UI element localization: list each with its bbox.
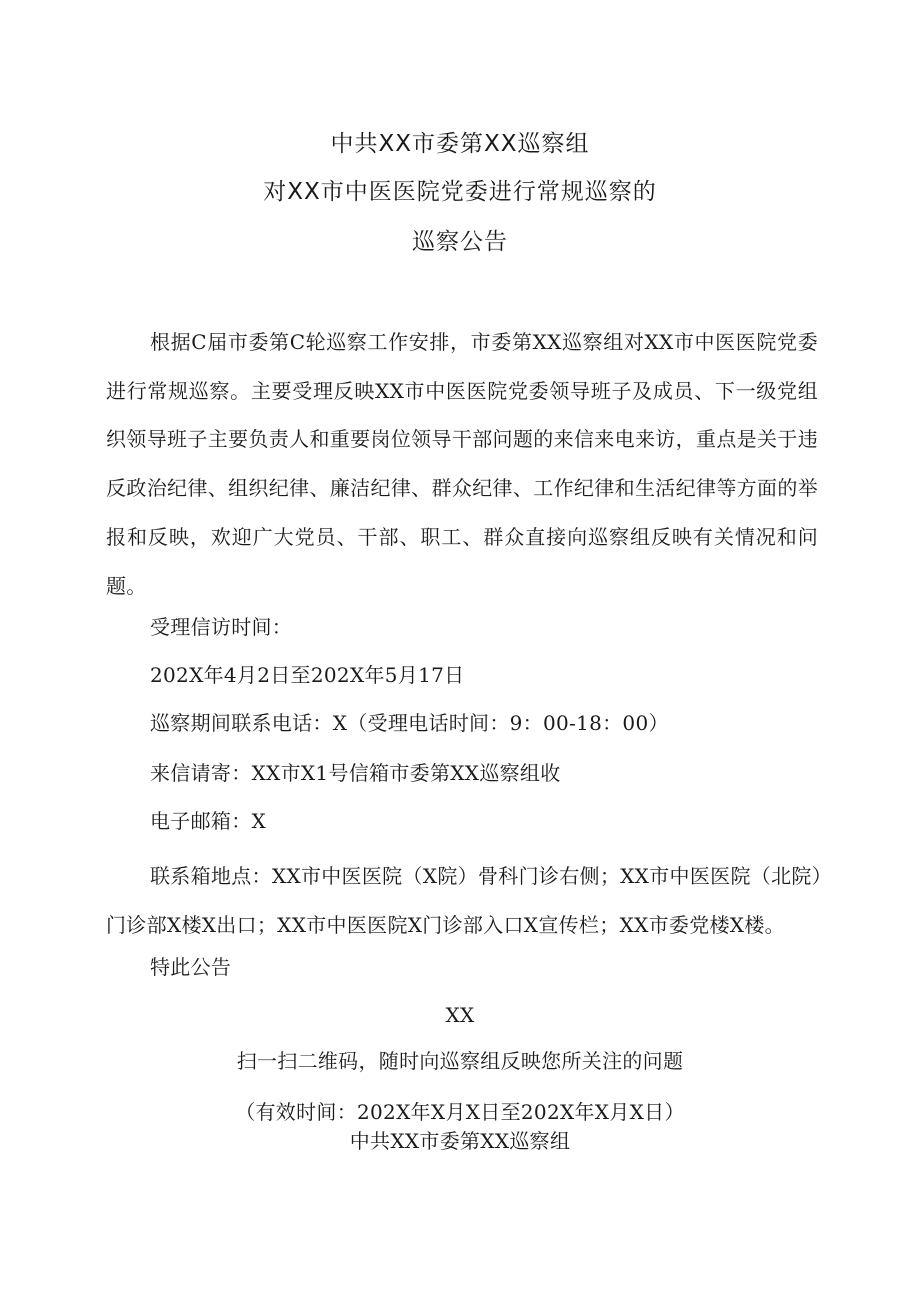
placeholder-xx: XX: [445, 1003, 475, 1027]
mail-address: 来信请寄：XX市X1号信箱市委第XX巡察组收: [150, 761, 561, 785]
mailbox-locations: 联系箱地点：XX市中医医院（X院）骨科门诊右侧；XX市中医医院（北院）门诊部X楼X出口；XX市中医医院X门诊部入口X宣传栏；XX市委党楼X楼。: [106, 864, 822, 937]
reception-time-label: 受理信访时间：: [150, 615, 293, 639]
validity-period: （有效时间：202X年X月X日至202X年X月X日）: [235, 1100, 685, 1124]
qr-scan-instruction: 扫一扫二维码，随时向巡察组反映您所关注的问题: [236, 1049, 684, 1073]
announcement-paragraph: 根据C届市委第C轮巡察工作安排，市委第XX巡察组对XX市中医医院党委进行常规巡察。主要受理反映XX市中医医院党委领导班子及成员、下一级党组织领导班子主要负责人和重要岗位领导干部问题的来信来电来访，重点是关于违反政治纪律、组织纪律、廉洁纪律、群众纪律、工作纪律和生活纪律等方面的举报和反映，欢迎广大党员、干部、职工、群众直接向巡察组反映有关情况和问题。: [106, 330, 818, 598]
title-line-2: 对XX市中医医院党委进行常规巡察的: [263, 179, 657, 205]
notice-closing: 特此公告: [150, 955, 232, 979]
reception-time-range: 202X年4月2日至202X年5月17日: [150, 663, 465, 687]
issuer-signature: 中共XX市委第XX巡察组: [349, 1129, 571, 1153]
email-address: 电子邮箱：X: [150, 809, 267, 833]
title-line-3: 巡察公告: [412, 229, 508, 255]
contact-phone: 巡察期间联系电话：X（受理电话时间：9：00-18：00）: [150, 711, 669, 735]
title-line-1: 中共XX市委第XX巡察组: [330, 131, 590, 157]
